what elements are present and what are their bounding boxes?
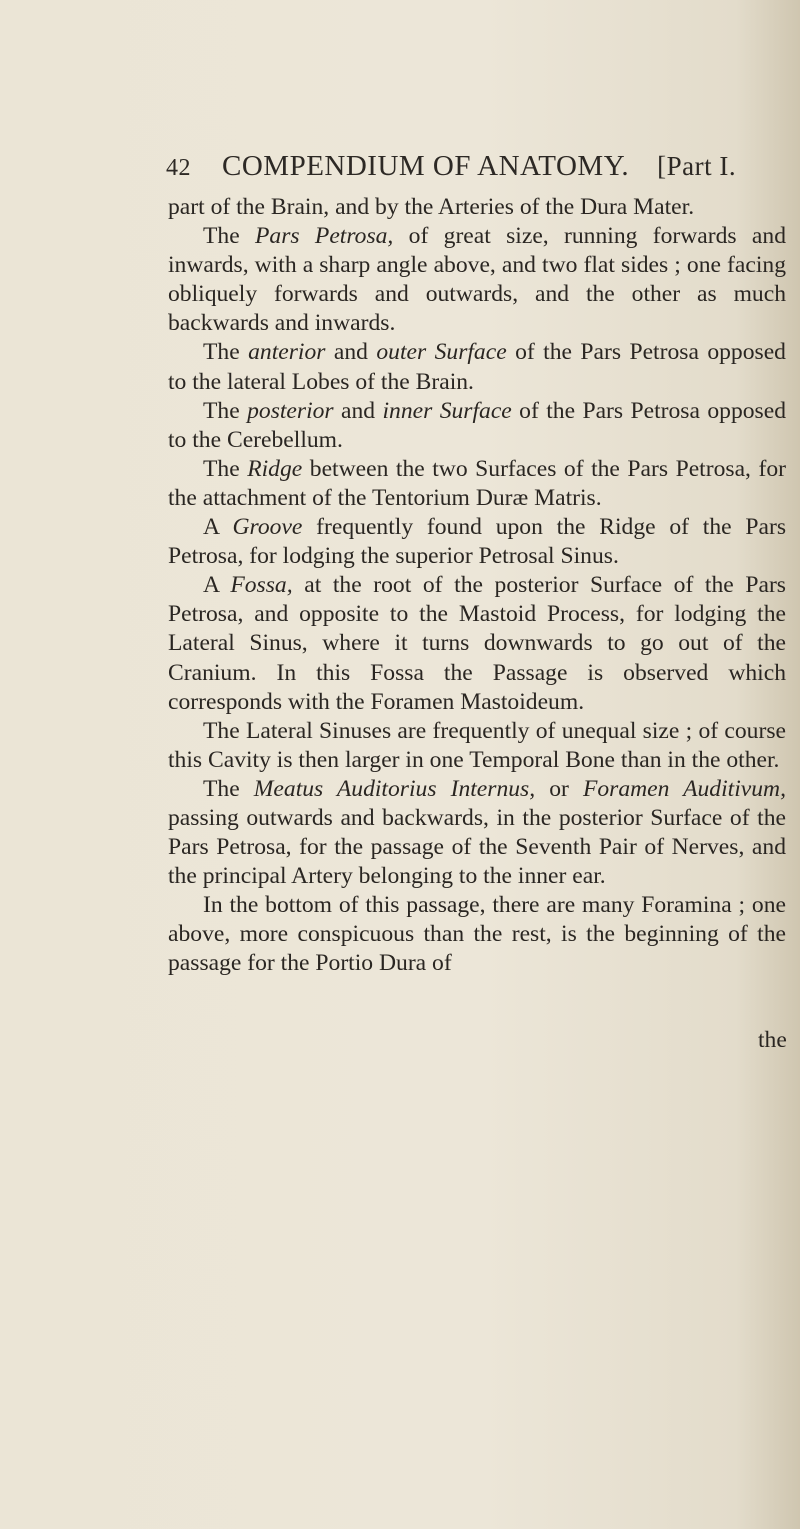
book-title: COMPENDIUM OF ANATOMY.: [222, 150, 630, 182]
paragraph-meatus-auditorius: The Meatus Auditorius Internus, or Foramen Auditivum, passing outwards and backwards, in the posterior Surface of the Pars Petrosa, for the passage of the Seventh Pair of Nerves, and the principal Artery belonging to the inner ear.: [168, 775, 786, 890]
paragraph-foramina: In the bottom of this passage, there are many Foramina ; one above, more conspicuous than the rest, is the beginning of the passage for the Portio Dura of: [168, 892, 786, 977]
paragraph-groove: A Groove frequently found upon the Ridge of the Pars Petrosa, for lodging the superior Petrosal Sinus.: [168, 514, 787, 570]
page-number: 42: [166, 155, 191, 181]
paragraph-pars-petrosa: The Pars Petrosa, of great size, running forwards and inwards, with a sharp angle above, and two flat sides ; one facing obliquely forwards and outwards, and the other as much backwards and inwards.: [168, 223, 786, 337]
body-text: [168, 193, 786, 979]
paragraph-anterior-surface: The anterior and outer Surface of the Pars Petrosa opposed to the lateral Lobes of the Brain.: [168, 339, 786, 395]
catchword: the: [758, 1027, 787, 1053]
paragraph-lateral-sinuses: The Lateral Sinuses are frequently of unequal size ; of course this Cavity is then larger in one Temporal Bone than in the other.: [168, 717, 786, 773]
section-marker: [Part I.: [657, 151, 737, 181]
paragraph-posterior-surface: The posterior and inner Surface of the Pars Petrosa opposed to the Cerebellum.: [168, 397, 786, 453]
paragraph-continuation: part of the Brain, and by the Arteries of the Dura Mater.: [168, 194, 695, 220]
paragraph-ridge: The Ridge between the two Surfaces of the Pars Petrosa, for the attachment of the Tentorium Duræ Matris.: [168, 455, 786, 511]
running-head: [166, 150, 800, 183]
paragraph-fossa: A Fossa, at the root of the posterior Surface of the Pars Petrosa, and opposite to the Mastoid Process, for lodging the Lateral Sinus, where it turns downwards to go out of the Cranium. In this Fossa the Passage is observed which corresponds with the Foramen Mastoideum.: [168, 572, 786, 715]
